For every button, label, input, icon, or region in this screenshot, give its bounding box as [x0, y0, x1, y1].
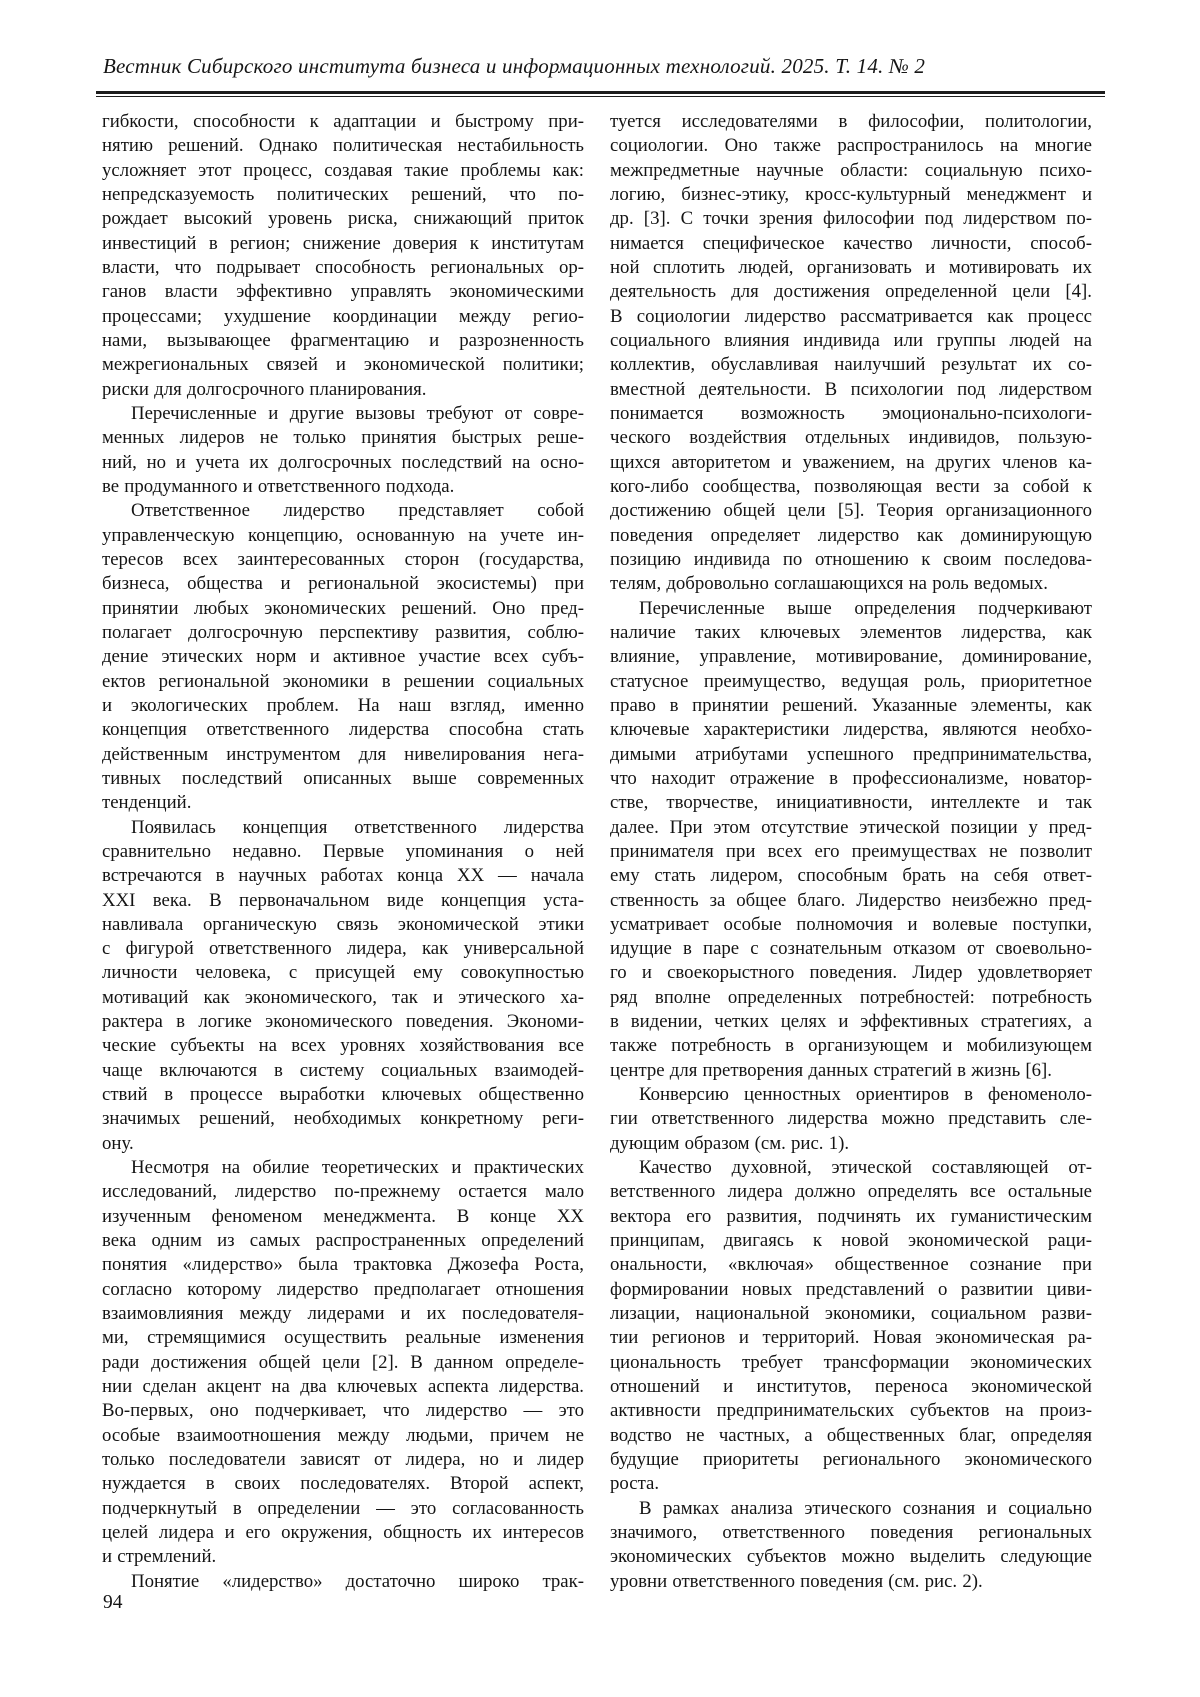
text-line: Перечисленные выше определения подчеркивают	[639, 597, 1092, 619]
text-line: личности человека, с присущей ему совокупностью	[102, 962, 584, 984]
text-line: мотиваций как экономического, так и этического ха-	[102, 986, 584, 1008]
text-line: формировании новых представлений о развитии циви-	[610, 1278, 1092, 1300]
text-line: водство не частных, а общественных благ, определяя	[610, 1424, 1092, 1446]
text-line: ключевые характеристики лидерства, являются необхо-	[610, 719, 1092, 741]
text-line: отношений и институтов, переноса экономической	[610, 1376, 1092, 1398]
text-line: ектов региональной экономики в решении социальных	[102, 670, 584, 692]
text-line: процессами; ухудшение координации между регио-	[102, 305, 584, 327]
text-line: подчеркнутый в определении — это согласованность	[102, 1497, 584, 1519]
article-body	[102, 110, 1092, 1594]
text-line: значимого, ответственного поведения региональных	[610, 1522, 1092, 1544]
text-line: риски для долгосрочного планирования.	[102, 378, 427, 400]
text-line: навливала органическую связь экономической этики	[102, 913, 584, 935]
text-line: межрегиональных связей и экономической политики;	[102, 354, 584, 376]
text-line: роста.	[610, 1473, 660, 1495]
text-line: ону.	[102, 1132, 134, 1154]
text-line: принципам, двигаясь к новой экономической раци-	[610, 1230, 1092, 1252]
text-line: Конверсию ценностных ориентиров в феноменоло-	[639, 1084, 1092, 1106]
text-line: телям, добровольно соглашающихся на роль ведомых.	[610, 573, 1048, 595]
text-line: тивных последствий описанных выше современных	[102, 767, 584, 789]
text-line: активности предпринимательских субъектов на произ-	[610, 1400, 1092, 1422]
text-line: димыми атрибутами успешного предпринимательства,	[610, 743, 1092, 765]
text-line: гибкости, способности к адаптации и быстрому при-	[102, 111, 584, 132]
text-line: что находит отражение в профессионализме, новатор-	[610, 767, 1092, 789]
text-line: тии регионов и территорий. Новая экономическая ра-	[610, 1327, 1092, 1349]
text-line: и экологических проблем. На наш взгляд, именно	[102, 694, 584, 716]
text-line: нятию решений. Однако политическая нестабильность	[102, 135, 584, 157]
text-line: экономических субъектов можно выделить следующие	[610, 1546, 1092, 1568]
text-line: исследований, лидерство по-прежнему остается мало	[102, 1181, 584, 1203]
text-line: принятии любых экономических решений. Оно пред-	[102, 597, 584, 619]
text-line: взаимовлияния между лидерами и их последователя-	[102, 1303, 584, 1325]
text-line: ческие субъекты на всех уровнях хозяйствования все	[102, 1035, 584, 1057]
text-line: уровни ответственного поведения (см. рис. 2).	[610, 1570, 983, 1592]
text-line: ветственного лидера должно определять все остальные	[610, 1181, 1092, 1203]
text-line: коллектив, обуславливая наилучший результат их со-	[610, 354, 1092, 376]
text-line: управленческую концепцию, основанную на учете ин-	[102, 524, 584, 546]
text-line: вместной деятельности. В психологии под лидерством	[610, 378, 1092, 400]
text-line: Перечисленные и другие вызовы требуют от совре-	[131, 402, 584, 424]
text-line: ради достижения общей цели [2]. В данном определе-	[102, 1351, 584, 1373]
text-line: непредсказуемость политических решений, что по-	[102, 183, 584, 205]
text-line: века одним из самых распространенных определений	[102, 1230, 584, 1252]
journal-header-line: Вестник Сибирского института бизнеса и информационных технологий. 2025. Т. 14. № 2	[103, 54, 926, 78]
header-rule	[96, 91, 1105, 97]
text-line: Понятие «лидерство» достаточно широко трак-	[131, 1570, 584, 1592]
text-line: социального влияния индивида или группы людей на	[610, 329, 1092, 351]
text-line: значимых решений, необходимых конкретному реги-	[102, 1108, 584, 1130]
text-line: усматривает особые полномочия и волевые поступки,	[610, 913, 1092, 935]
text-line: В рамках анализа этического сознания и социально	[639, 1497, 1092, 1519]
text-line: особые взаимоотношения между людьми, причем не	[102, 1424, 584, 1446]
text-column-left	[102, 110, 584, 1594]
text-line: изученным феноменом менеджмента. В конце XX	[102, 1205, 584, 1227]
text-line: действенным инструментом для нивелирования нега-	[102, 743, 584, 765]
text-line: кого-либо сообщества, позволяющая вести за собой к	[610, 475, 1092, 497]
text-line: бизнеса, общества и региональной экосистемы) при	[102, 573, 584, 595]
text-line: Ответственное лидерство представляет собой	[131, 500, 584, 522]
text-line: ствий в процессе выработки ключевых общественно	[102, 1084, 584, 1106]
text-line: Качество духовной, этической составляющей от-	[639, 1157, 1092, 1179]
text-line: чаще включаются в систему социальных взаимодей-	[102, 1059, 584, 1081]
text-line: центре для претворения данных стратегий в жизнь [6].	[610, 1059, 1053, 1081]
text-line: нами, вызывающее фрагментацию и разрозненность	[102, 329, 584, 351]
text-line: будущие приоритеты регионального экономического	[610, 1449, 1092, 1471]
text-line: идущие в паре с сознательным отказом от своевольно-	[610, 938, 1092, 960]
text-line: статусное преимущество, ведущая роль, приоритетное	[610, 670, 1092, 692]
text-line: ми, стремящимися осуществить реальные изменения	[102, 1327, 584, 1349]
text-line: рождает высокий уровень риска, снижающий приток	[102, 208, 584, 230]
text-line: право в принятии решений. Указанные элементы, как	[610, 694, 1092, 716]
text-line: сравнительно недавно. Первые упоминания о ней	[102, 840, 584, 862]
text-line: согласно которому лидерство предполагает отношения	[102, 1278, 584, 1300]
text-line: далее. При этом отсутствие этической позиции у пред-	[610, 816, 1092, 838]
text-line: дующим образом (см. рис. 1).	[610, 1132, 850, 1154]
text-line: полагает долгосрочную перспективу развития, соблю-	[102, 621, 584, 643]
text-line: усложняет этот процесс, создавая такие проблемы как:	[102, 159, 584, 181]
text-line: др. [3]. С точки зрения философии под лидерством по-	[610, 208, 1092, 230]
text-line: в видении, четких целях и эффективных стратегиях, а	[610, 1011, 1092, 1033]
text-line: понятия «лидерство» была трактовка Джозефа Роста,	[102, 1254, 584, 1276]
text-line: логию, бизнес-этику, кросс-культурный менеджмент и	[610, 183, 1092, 205]
text-line: ний, но и учета их долгосрочных последствий на осно-	[102, 451, 584, 473]
text-line: встречаются в научных работах конца XX — начала	[102, 865, 584, 887]
text-line: влияние, управление, мотивирование, доминирование,	[610, 646, 1092, 668]
page-number: 94	[103, 1592, 123, 1613]
text-line: лизации, национальной экономики, социальном разви-	[610, 1303, 1092, 1325]
text-line: ему стать лидером, способным брать на себя ответ-	[610, 865, 1092, 887]
text-line: щихся авторитетом и уважением, на других членов ка-	[610, 451, 1092, 473]
text-line: концепция ответственного лидерства способна стать	[102, 719, 584, 741]
text-line: ганов власти эффективно управлять экономическими	[102, 281, 584, 303]
text-line: позицию индивида по отношению к своим последова-	[610, 548, 1092, 570]
text-line: с фигурой ответственного лидера, как универсальной	[102, 938, 584, 960]
text-line: менных лидеров не только принятия быстрых реше-	[102, 427, 584, 449]
text-line: В социологии лидерство рассматривается как процесс	[610, 305, 1092, 327]
text-line: достижению общей цели [5]. Теория организационного	[610, 500, 1092, 522]
text-line: нуждается в своих последователях. Второй аспект,	[102, 1473, 584, 1495]
text-line: только последователи зависят от лидера, но и лидер	[102, 1449, 584, 1471]
text-line: гии ответственного лидерства можно представить сле-	[610, 1108, 1092, 1130]
text-line: туется исследователями в философии, политологии,	[610, 111, 1092, 132]
text-line: Во-первых, оно подчеркивает, что лидерство — это	[102, 1400, 584, 1422]
text-line: межпредметные научные области: социальную психо-	[610, 159, 1092, 181]
text-line: тенденций.	[102, 792, 192, 814]
text-line: ческого воздействия отдельных индивидов, пользую-	[610, 427, 1092, 449]
text-line: поведения определяет лидерство как доминирующую	[610, 524, 1092, 546]
text-line: стве, творчестве, инициативности, интеллекте и так	[610, 792, 1092, 814]
text-line: Несмотря на обилие теоретических и практических	[131, 1157, 584, 1179]
text-line: также потребность в организующем и мобилизующем	[610, 1035, 1092, 1057]
text-column-right	[610, 110, 1092, 1594]
text-line: ве продуманного и ответственного подхода.	[102, 475, 455, 497]
text-line: Появилась концепция ответственного лидерства	[131, 816, 584, 838]
text-line: принимателя при всех его преимуществах не позволит	[610, 840, 1092, 862]
text-line: вектора его развития, подчинять их гуманистическим	[610, 1205, 1092, 1227]
text-line: деятельность для достижения определенной цели [4].	[610, 281, 1092, 303]
text-line: дение этических норм и активное участие всех субъ-	[102, 646, 584, 668]
text-line: целей лидера и его окружения, общность их интересов	[102, 1522, 584, 1544]
text-line: нии сделан акцент на два ключевых аспекта лидерства.	[102, 1376, 584, 1398]
text-line: тересов всех заинтересованных сторон (государства,	[102, 548, 584, 570]
text-line: власти, что подрывает способность региональных ор-	[102, 256, 584, 278]
text-line: понимается возможность эмоционально-психологи-	[610, 402, 1092, 424]
text-line: ственность за общее благо. Лидерство неизбежно пред-	[610, 889, 1092, 911]
text-line: и стремлений.	[102, 1546, 217, 1568]
text-line: социологии. Оно также распространилось на многие	[610, 135, 1092, 157]
text-line: го и своекорыстного поведения. Лидер удовлетворяет	[610, 962, 1092, 984]
text-line: рактера в логике экономического поведения. Экономи-	[102, 1011, 584, 1033]
text-line: нимается специфическое качество личности, способ-	[610, 232, 1092, 254]
text-line: циональность требует трансформации экономических	[610, 1351, 1092, 1373]
text-line: ональности, «включая» общественное сознание при	[610, 1254, 1092, 1276]
text-line: наличие таких ключевых элементов лидерства, как	[610, 621, 1092, 643]
text-line: XXI века. В первоначальном виде концепция уста-	[102, 889, 584, 911]
text-line: ряд вполне определенных потребностей: потребность	[610, 986, 1092, 1008]
text-line: ной сплотить людей, организовать и мотивировать их	[610, 256, 1092, 278]
text-line: инвестиций в регион; снижение доверия к институтам	[102, 232, 584, 254]
